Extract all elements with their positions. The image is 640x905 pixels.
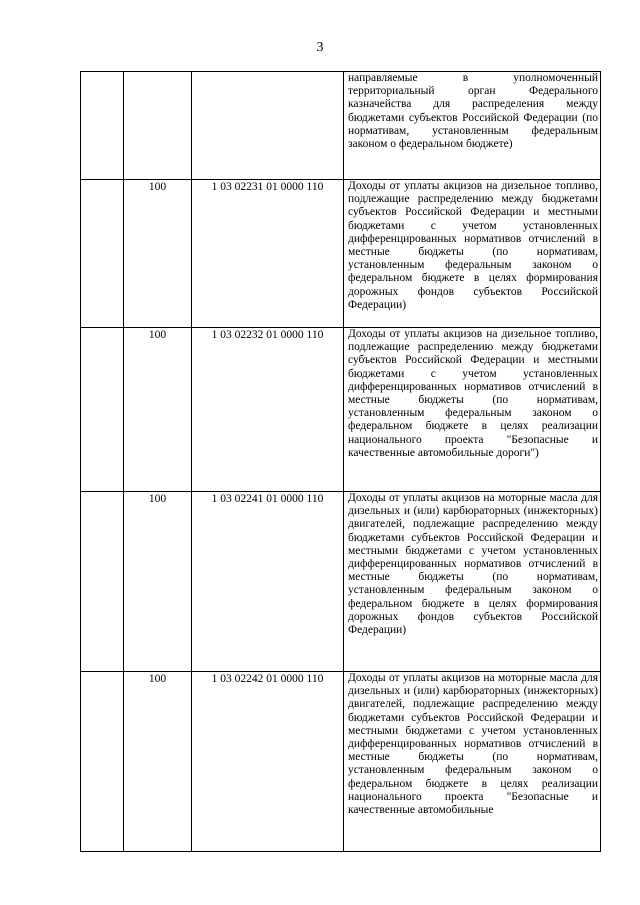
blank-cell (81, 672, 124, 852)
budget-revenue-table (80, 71, 601, 852)
table-row (81, 180, 601, 328)
revenue-description-cell: Доходы от уплаты акцизов на моторные масла для дизельных и (или) карбюраторных (инжекторных) двигателей, подлежащие распределению между бюджетами субъектов Российской Федерации и местными бюджетами с учетом установленных дифференцированных нормативов отчислений в местные бюджеты (по нормативам, установленным федеральным законом о федеральном бюджете в целях реализации национального проекта "Безопасные и качественные автомобильные (344, 672, 601, 852)
page-number: 3 (316, 40, 324, 55)
blank-cell (81, 492, 124, 672)
budget-classification-code-cell: 1 03 02241 01 0000 110 (192, 492, 344, 672)
admin-code-cell: 100 (124, 180, 192, 328)
revenue-description-cell: Доходы от уплаты акцизов на дизельное топливо, подлежащие распределению между бюджетами субъектов Российской Федерации и местными бюджетами с учетом установленных дифференцированных нормативов отчислений в местные бюджеты (по нормативам, установленным федеральным законом о федеральном бюджете в целях формирования дорожных фондов субъектов Российской Федерации) (344, 180, 601, 328)
budget-classification-code-cell (192, 72, 344, 180)
revenue-description-cell: Доходы от уплаты акцизов на моторные масла для дизельных и (или) карбюраторных (инжекторных) двигателей, подлежащие распределению между бюджетами субъектов Российской Федерации и местными бюджетами с учетом установленных дифференцированных нормативов отчислений в местные бюджеты (по нормативам, установленным федеральным законом о федеральном бюджете в целях формирования дорожных фондов субъектов Российской Федерации) (344, 492, 601, 672)
blank-cell (81, 72, 124, 180)
budget-classification-code-cell: 1 03 02242 01 0000 110 (192, 672, 344, 852)
revenue-description-cell: Доходы от уплаты акцизов на дизельное топливо, подлежащие распределению между бюджетами субъектов Российской Федерации и местными бюджетами с учетом установленных дифференцированных нормативов отчислений в местные бюджеты (по нормативам, установленным федеральным законом о федеральном бюджете в целях реализации национального проекта "Безопасные и качественные автомобильные дороги") (344, 328, 601, 492)
revenue-description-cell: направляемые в уполномоченный территориальный орган Федерального казначейства для распределения между бюджетами субъектов Российской Федерации (по нормативам, установленным федеральным законом о федеральном бюджете) (344, 72, 601, 180)
admin-code-cell: 100 (124, 672, 192, 852)
admin-code-cell: 100 (124, 328, 192, 492)
table-row (81, 328, 601, 492)
admin-code-cell (124, 72, 192, 180)
admin-code-cell: 100 (124, 492, 192, 672)
table-row (81, 492, 601, 672)
blank-cell (81, 180, 124, 328)
blank-cell (81, 328, 124, 492)
budget-classification-code-cell: 1 03 02231 01 0000 110 (192, 180, 344, 328)
table-row (81, 72, 601, 180)
table-row (81, 672, 601, 852)
budget-classification-code-cell: 1 03 02232 01 0000 110 (192, 328, 344, 492)
